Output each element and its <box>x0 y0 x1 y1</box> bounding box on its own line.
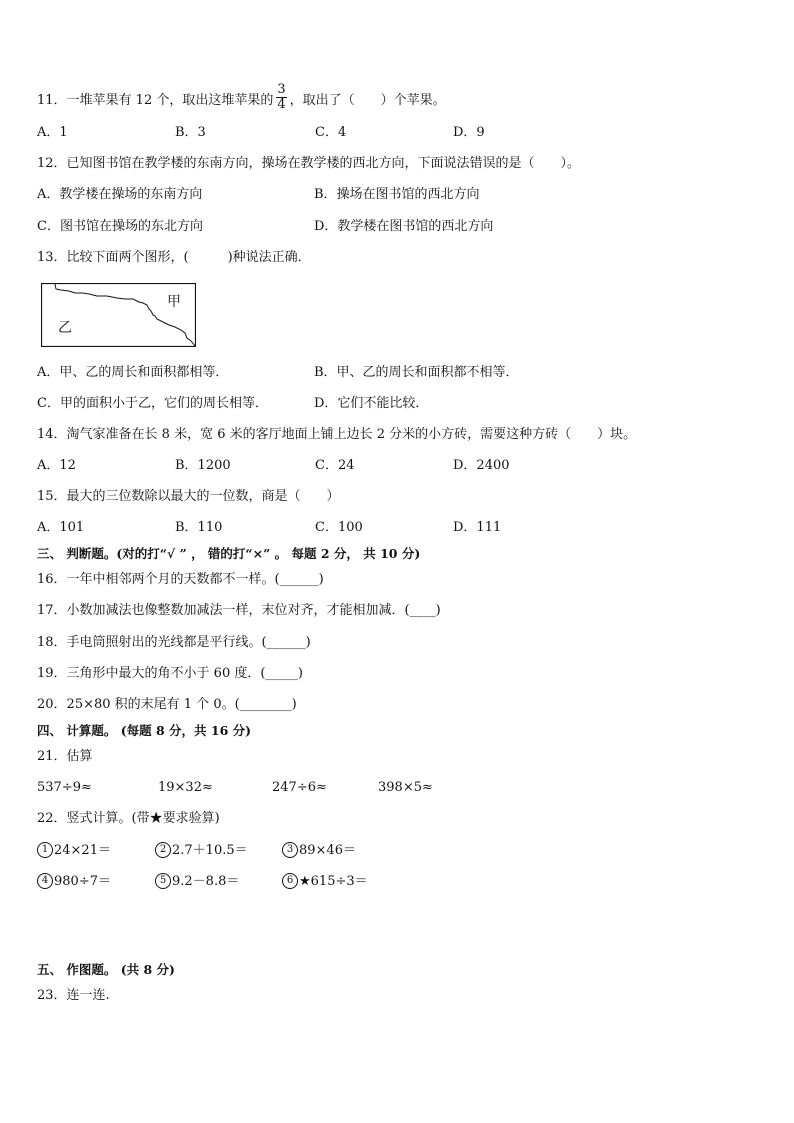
question-12: 12．已知图书馆在教学楼的东南方向，操场在教学楼的西北方向，下面说法错误的是（ ）。 <box>37 156 581 171</box>
label-yi: 乙 <box>58 320 72 336</box>
option-a[interactable]: A．12 <box>37 458 76 473</box>
option-a[interactable]: A．1 <box>37 125 68 140</box>
question-18: 18．手电筒照射出的光线都是平行线。(______) <box>37 635 311 650</box>
estimate-item: 19×32≈ <box>158 780 213 795</box>
circled-number: 5 <box>155 873 171 889</box>
estimate-item: 247÷6≈ <box>272 780 327 795</box>
circled-number: 4 <box>37 873 53 889</box>
option-d[interactable]: D．2400 <box>453 458 510 473</box>
circled-number: 1 <box>37 842 53 858</box>
question-15: 15．最大的三位数除以最大的一位数，商是（ ） <box>37 489 340 504</box>
question-11 <box>37 82 446 115</box>
section-5-heading: 五、 作图题。 (共 8 分) <box>37 962 175 977</box>
question-11-text-after: ，取出了（ ）个苹果。 <box>289 93 446 108</box>
section-4-heading: 四、 计算题。 (每题 8 分，共 16 分) <box>37 723 252 738</box>
option-d[interactable]: D．111 <box>453 520 502 535</box>
option-c[interactable]: C．100 <box>315 520 363 535</box>
fraction-denominator: 4 <box>277 97 286 112</box>
vertical-calc-item <box>155 873 239 891</box>
question-11-text-before: 11．一堆苹果有 12 个，取出这堆苹果的 <box>37 93 274 108</box>
option-b[interactable]: B．3 <box>175 125 206 140</box>
estimate-item: 398×5≈ <box>378 780 433 795</box>
shape-comparison-figure <box>41 283 196 347</box>
calc-expression: 2.7＋10.5＝ <box>172 843 248 858</box>
circled-number: 3 <box>282 842 298 858</box>
estimate-item: 537÷9≈ <box>37 780 92 795</box>
question-16: 16．一年中相邻两个月的天数都不一样。(______) <box>37 572 324 587</box>
option-b[interactable]: B．1200 <box>175 458 231 473</box>
circled-number: 2 <box>155 842 171 858</box>
vertical-calc-item <box>155 842 248 860</box>
label-jia: 甲 <box>167 294 181 310</box>
question-23: 23．连一连. <box>37 988 110 1003</box>
question-20: 20．25×80 积的末尾有 1 个 0。(________) <box>37 697 297 712</box>
option-a[interactable]: A．教学楼在操场的东南方向 <box>37 187 203 202</box>
vertical-calc-item <box>282 842 356 860</box>
option-a[interactable]: A．101 <box>37 520 85 535</box>
calc-expression: 9.2－8.8＝ <box>172 874 240 889</box>
question-13: 13．比较下面两个图形，( )种说法正确． <box>37 250 311 265</box>
circled-number: 6 <box>282 873 298 889</box>
question-17: 17．小数加减法也像整数加减法一样，末位对齐，才能相加减．(____) <box>37 603 441 618</box>
option-a[interactable]: A．甲、乙的周长和面积都相等． <box>37 365 229 380</box>
question-21: 21．估算 <box>37 749 93 764</box>
option-b[interactable]: B．操场在图书馆的西北方向 <box>314 187 480 202</box>
question-14: 14．淘气家准备在长 8 米，宽 6 米的客厅地面上铺上边长 2 分米的小方砖，需要这种方砖（ ）块。 <box>37 427 637 442</box>
option-c[interactable]: C．图书馆在操场的东北方向 <box>37 219 203 234</box>
fraction-numerator: 3 <box>277 82 286 97</box>
option-d[interactable]: D．9 <box>453 125 485 140</box>
section-3-heading: 三、 判断题。(对的打“√ ” ， 错的打“×” 。 每题 2 分， 共 10 分) <box>37 546 421 561</box>
vertical-calc-item <box>282 873 368 891</box>
question-19: 19．三角形中最大的角不小于 60 度．(_____) <box>37 666 303 681</box>
option-d[interactable]: D．它们不能比较． <box>314 396 429 411</box>
option-d[interactable]: D．教学楼在图书馆的西北方向 <box>314 219 494 234</box>
fraction-three-quarters <box>276 83 286 112</box>
option-c[interactable]: C．4 <box>315 125 347 140</box>
calc-expression: 980÷7＝ <box>54 874 111 889</box>
option-b[interactable]: B．甲、乙的周长和面积都不相等． <box>314 365 519 380</box>
option-c[interactable]: C．甲的面积小于乙，它们的周长相等． <box>37 396 268 411</box>
calc-expression: ★615÷3＝ <box>299 874 368 889</box>
vertical-calc-item <box>37 873 111 891</box>
option-b[interactable]: B．110 <box>175 520 223 535</box>
calc-expression: 24×21＝ <box>54 843 111 858</box>
vertical-calc-item <box>37 842 111 860</box>
calc-expression: 89×46＝ <box>299 843 356 858</box>
question-22: 22．竖式计算。(带★要求验算) <box>37 811 220 826</box>
option-c[interactable]: C．24 <box>315 458 355 473</box>
